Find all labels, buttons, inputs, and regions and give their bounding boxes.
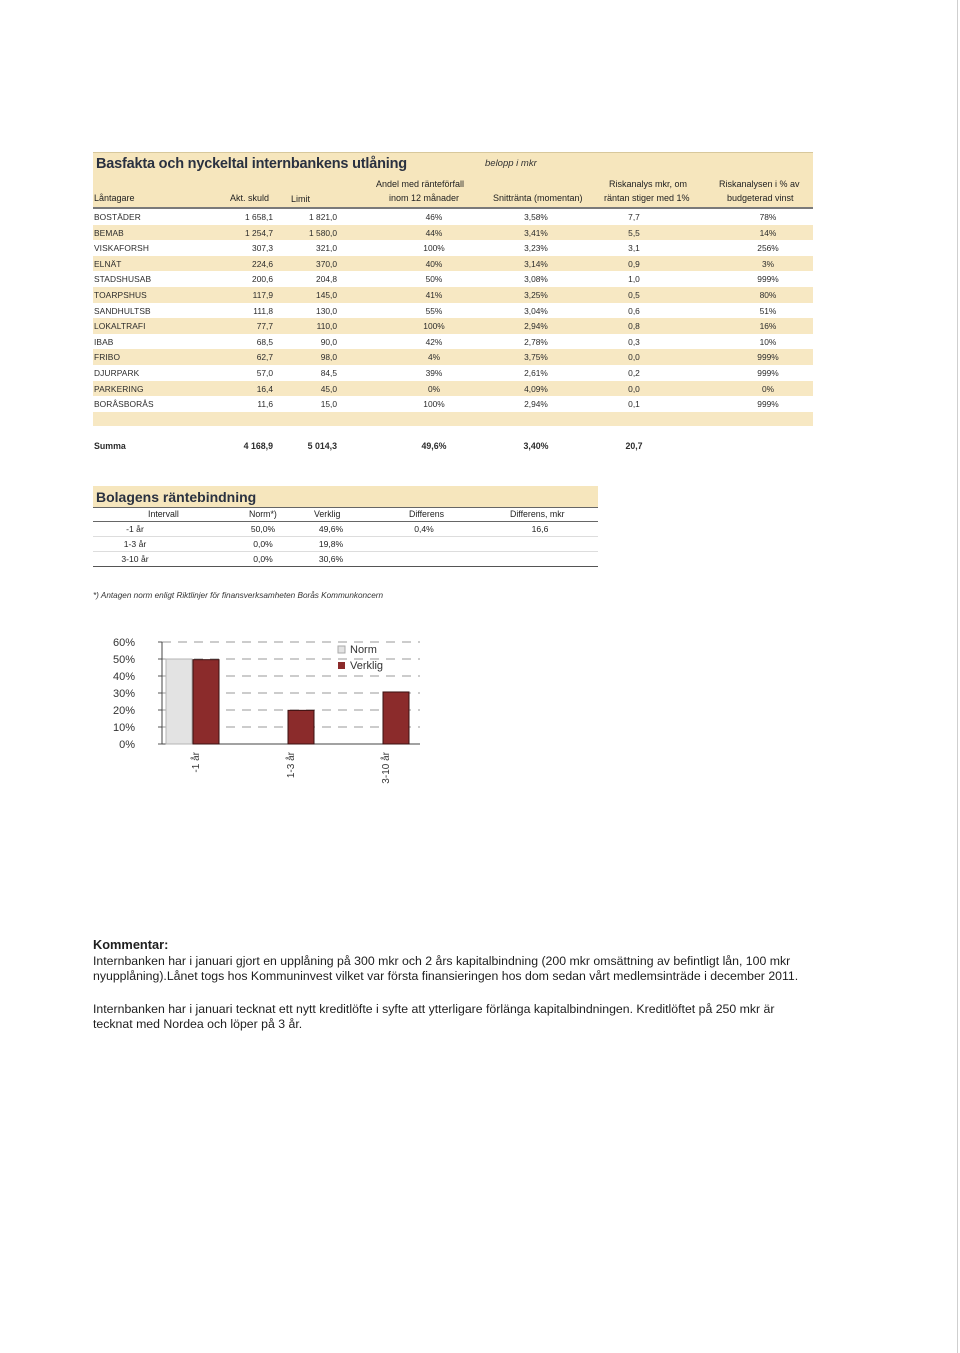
summary-risk: 20,7 — [625, 440, 643, 451]
cell-limit: 145,0 — [316, 289, 337, 300]
basfakta-title-bar — [93, 152, 813, 175]
summary-share: 49,6% — [421, 440, 447, 451]
cell-actual: 30,6% — [318, 554, 344, 564]
cell-debt: 200,6 — [252, 274, 273, 285]
cell-riskpct: 999% — [757, 274, 779, 285]
cell-name: ELNÄT — [94, 258, 122, 269]
cell-norm: 0,0% — [253, 539, 273, 549]
cell-diff-mkr: 16,6 — [531, 524, 549, 534]
table-row — [93, 271, 813, 287]
cell-risk: 0,0 — [628, 383, 640, 394]
basfakta-summary-row — [93, 426, 813, 460]
cell-risk: 0,3 — [628, 336, 640, 347]
cell-diff: 0,4% — [414, 524, 434, 534]
basfakta-title: Basfakta och nyckeltal internbankens utlåning — [96, 156, 407, 172]
cell-rate: 3,23% — [524, 243, 548, 254]
cell-debt: 111,8 — [253, 305, 273, 316]
cell-riskpct: 256% — [757, 243, 779, 254]
cell-share: 0% — [427, 383, 441, 394]
cell-rate: 4,09% — [524, 383, 548, 394]
cell-rate: 3,25% — [524, 289, 548, 300]
cell-risk: 1,0 — [628, 274, 640, 285]
cell-riskpct: 14% — [759, 227, 777, 238]
cell-riskpct: 10% — [759, 336, 777, 347]
cell-rate: 3,04% — [524, 305, 548, 316]
cell-rate: 3,08% — [524, 274, 548, 285]
cell-limit: 1 821,0 — [309, 212, 337, 222]
cell-rate: 3,14% — [524, 258, 548, 269]
legend-swatch-verklig — [338, 662, 345, 669]
cell-risk: 3,1 — [628, 243, 640, 254]
cell-share: 42% — [425, 336, 443, 347]
cell-rate: 3,58% — [524, 212, 548, 222]
table-row — [93, 287, 813, 303]
cell-name: IBAB — [94, 336, 114, 347]
cell-debt: 224,6 — [252, 258, 273, 269]
cell-debt: 11,6 — [257, 399, 273, 410]
cell-name: LOKALTRAFI — [94, 321, 146, 332]
basfakta-gap-row — [93, 412, 813, 426]
cell-name: DJURPARK — [94, 367, 140, 378]
header-share-2: inom 12 månader — [389, 193, 460, 203]
binding-header-diff-mkr: Differens, mkr — [510, 509, 565, 519]
cell-name: TOARPSHUS — [94, 289, 147, 300]
table-row — [93, 225, 813, 241]
y-tick-label: 30% — [112, 688, 135, 700]
cell-limit: 90,0 — [320, 336, 337, 347]
cell-share: 41% — [425, 289, 443, 300]
cell-norm: 50,0% — [250, 524, 276, 534]
y-tick-label: 20% — [112, 705, 135, 717]
cell-limit: 130,0 — [316, 305, 337, 316]
cell-limit: 204,8 — [316, 274, 337, 285]
cell-limit: 84,5 — [320, 367, 337, 378]
binding-header — [93, 507, 598, 522]
legend-label-verklig: Verklig — [350, 660, 384, 672]
cell-limit: 1 580,0 — [309, 227, 337, 238]
cell-debt: 1 254,7 — [245, 227, 273, 238]
comment-paragraph-1: Internbanken har i januari gjort en upplåning på 300 mkr och 2 års kapitalbindning (200 mkr omsättning av befintligt lån, 100 mkr nyupplåning).Lånet togs hos Kommuninvest vilket var första finansieringen hos dom sedan vårt medlemsinträde i december 2011. — [93, 953, 799, 983]
cell-share: 55% — [425, 305, 443, 316]
binding-body — [93, 522, 598, 567]
cell-name: BORÅSBORÅS — [94, 399, 154, 410]
cell-name: STADSHUSAB — [94, 274, 152, 285]
cell-risk: 0,9 — [628, 258, 640, 269]
cell-limit: 45,0 — [320, 383, 337, 394]
table-row — [93, 537, 598, 552]
cell-actual: 49,6% — [318, 524, 344, 534]
cell-rate: 3,41% — [524, 227, 548, 238]
y-tick-label: 40% — [112, 671, 135, 683]
cell-share: 50% — [425, 274, 443, 285]
y-tick-label: 10% — [112, 722, 135, 734]
cell-limit: 15,0 — [320, 399, 337, 410]
cell-debt: 62,7 — [256, 352, 273, 363]
cell-name: VISKAFORSH — [94, 243, 149, 254]
cell-debt: 117,9 — [252, 289, 273, 300]
y-tick-label: 50% — [112, 654, 135, 666]
cell-rate: 2,94% — [524, 399, 548, 410]
cell-interval: -1 år — [126, 524, 144, 534]
table-row — [93, 349, 813, 365]
binding-chart-svg — [100, 630, 430, 790]
summary-label: Summa — [94, 440, 126, 451]
cell-debt: 16,4 — [256, 383, 273, 394]
binding-header-interval: Intervall — [148, 509, 179, 519]
cell-name: SANDHULTSB — [94, 305, 151, 316]
binding-header-actual: Verklig — [314, 509, 341, 519]
summary-rate: 3,40% — [523, 440, 549, 451]
cell-risk: 0,0 — [628, 352, 640, 363]
bar-verklig — [193, 660, 219, 744]
bar-verklig — [383, 692, 409, 744]
header-riskpct-1: Riskanalysen i % av — [719, 179, 800, 189]
table-row — [93, 334, 813, 350]
cell-share: 39% — [425, 367, 443, 378]
x-tick-label: 1-3 år — [286, 752, 297, 779]
cell-share: 46% — [425, 212, 443, 222]
cell-debt: 307,3 — [252, 243, 273, 254]
table-row — [93, 522, 598, 537]
cell-riskpct: 999% — [757, 399, 779, 410]
bar-norm — [166, 659, 192, 744]
cell-debt: 68,5 — [256, 336, 273, 347]
cell-risk: 7,7 — [628, 212, 640, 222]
x-tick-label: 3-10 år — [381, 752, 392, 784]
comment-section — [93, 937, 813, 1033]
basfakta-header — [93, 175, 813, 209]
cell-risk: 0,2 — [628, 367, 640, 378]
header-debt: Akt. skuld — [230, 193, 270, 203]
comment-heading: Kommentar: — [93, 937, 169, 952]
cell-risk: 0,8 — [628, 321, 640, 332]
cell-name: BOSTÄDER — [94, 212, 141, 222]
summary-limit: 5 014,3 — [307, 440, 337, 451]
cell-interval: 3-10 år — [121, 554, 149, 564]
header-risk-2: räntan stiger med 1% — [604, 193, 690, 203]
basfakta-body — [93, 209, 813, 412]
cell-name: FRIBO — [94, 352, 121, 363]
legend-label-norm: Norm — [350, 644, 377, 656]
header-limit: Limit — [291, 194, 311, 204]
header-rate: Snittränta (momentan) — [493, 193, 583, 203]
cell-limit: 98,0 — [320, 352, 337, 363]
cell-interval: 1-3 år — [123, 539, 147, 549]
cell-riskpct: 51% — [759, 305, 777, 316]
cell-limit: 110,0 — [316, 321, 337, 332]
binding-footnote: *) Antagen norm enligt Riktlinjer för finansverksamheten Borås Kommunkoncern — [93, 591, 384, 600]
cell-name: BEMAB — [94, 227, 124, 238]
binding-title: Bolagens räntebindning — [93, 486, 598, 507]
cell-riskpct: 999% — [757, 367, 779, 378]
table-row — [93, 396, 813, 412]
table-row — [93, 552, 598, 567]
binding-header-norm: Norm*) — [249, 509, 277, 519]
cell-share: 40% — [425, 258, 443, 269]
cell-debt: 57,0 — [256, 367, 273, 378]
cell-rate: 2,61% — [524, 367, 548, 378]
cell-riskpct: 80% — [759, 289, 777, 300]
cell-riskpct: 999% — [757, 352, 779, 363]
comment-paragraph-2: Internbanken har i januari tecknat ett nytt kreditlöfte i syfte att ytterligare förlänga kapitalbindningen. Kreditlöftet på 250 mkr är tecknat med Nordea och löper på 3 år. — [93, 1001, 775, 1031]
cell-riskpct: 78% — [759, 212, 777, 222]
table-row — [93, 209, 813, 225]
cell-name: PARKERING — [94, 383, 144, 394]
summary-debt: 4 168,9 — [243, 440, 273, 451]
legend-swatch-norm — [338, 646, 345, 653]
cell-rate: 2,78% — [524, 336, 548, 347]
table-row — [93, 256, 813, 272]
cell-rate: 2,94% — [524, 321, 548, 332]
cell-risk: 0,6 — [628, 305, 640, 316]
cell-share: 100% — [423, 321, 445, 332]
table-row — [93, 365, 813, 381]
cell-share: 100% — [423, 399, 445, 410]
binding-chart — [100, 630, 430, 795]
header-share-1: Andel med ränteförfall — [376, 179, 465, 189]
table-row — [93, 318, 813, 334]
y-tick-label: 60% — [112, 637, 135, 649]
cell-risk: 5,5 — [628, 227, 640, 238]
binding-header-diff: Differens — [409, 509, 445, 519]
header-risk-1: Riskanalys mkr, om — [609, 179, 688, 189]
basfakta-unit: belopp i mkr — [485, 158, 537, 169]
table-row — [93, 240, 813, 256]
header-riskpct-2: budgeterad vinst — [727, 193, 794, 203]
x-tick-label: -1 år — [191, 752, 202, 773]
bar-verklig — [288, 710, 314, 744]
cell-share: 4% — [427, 352, 441, 363]
binding-table — [93, 486, 598, 567]
header-borrower: Låntagare — [94, 193, 135, 203]
cell-share: 44% — [425, 227, 443, 238]
cell-riskpct: 16% — [759, 321, 777, 332]
cell-riskpct: 0% — [761, 383, 775, 394]
cell-risk: 0,1 — [628, 399, 640, 410]
table-row — [93, 303, 813, 319]
cell-norm: 0,0% — [253, 554, 273, 564]
cell-debt: 77,7 — [256, 321, 273, 332]
basfakta-table — [93, 152, 813, 460]
y-tick-label: 0% — [119, 739, 135, 751]
cell-riskpct: 3% — [761, 258, 775, 269]
table-row — [93, 381, 813, 397]
cell-limit: 321,0 — [316, 243, 337, 254]
cell-actual: 19,8% — [318, 539, 344, 549]
cell-debt: 1 658,1 — [245, 212, 273, 222]
cell-rate: 3,75% — [524, 352, 548, 363]
cell-risk: 0,5 — [628, 289, 640, 300]
cell-limit: 370,0 — [316, 258, 337, 269]
cell-share: 100% — [423, 243, 445, 254]
page-edge — [957, 0, 958, 1353]
